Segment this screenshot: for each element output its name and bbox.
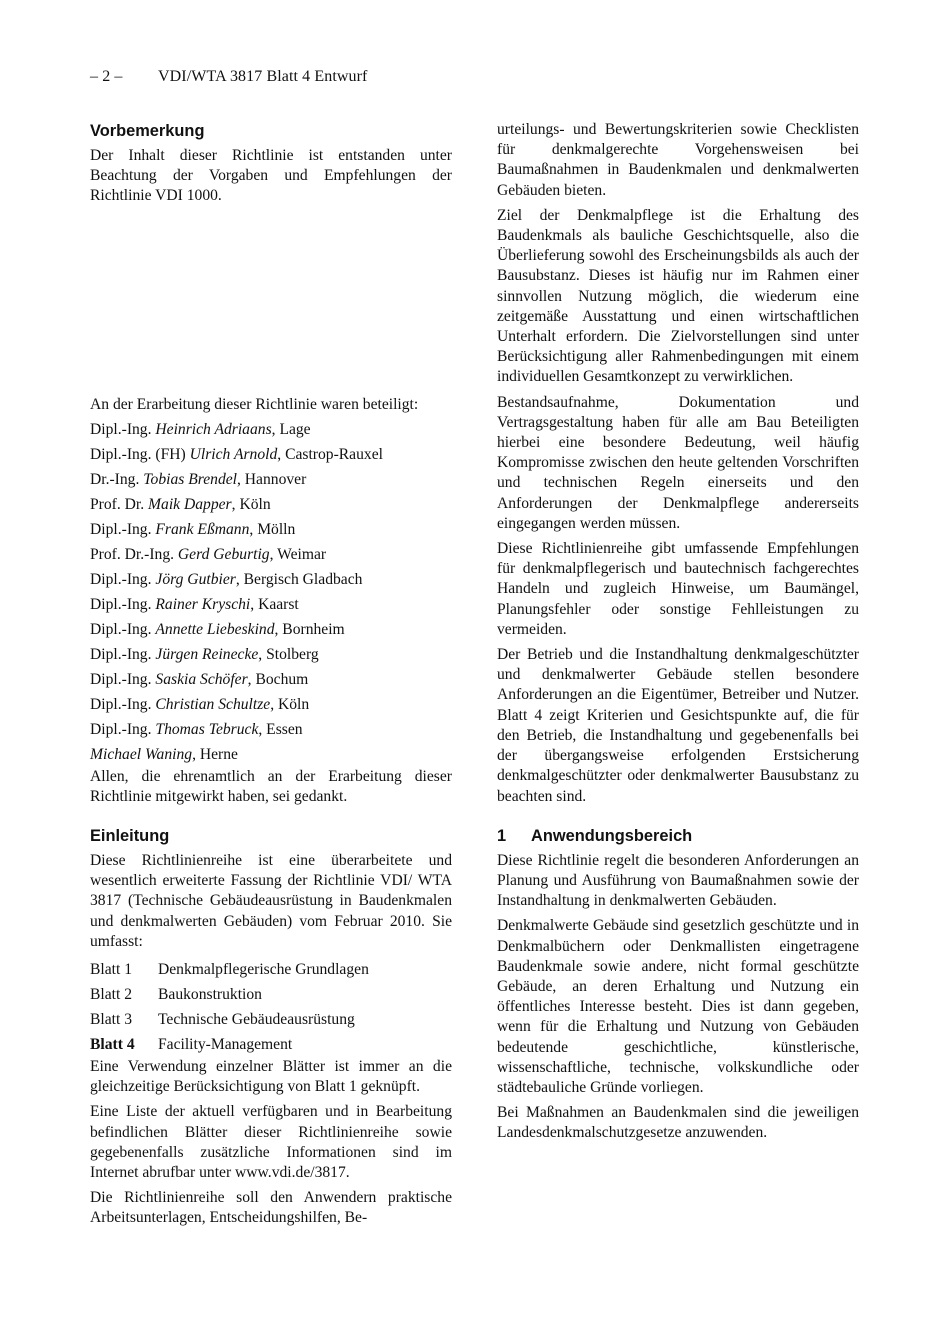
einleitung-intro: Diese Richtlinienreihe ist eine überarbeitete und wesentlich erweiterte Fassung der Richtlinie VDI/ WTA 3817 (Technische Gebäudeausrüstung in Baudenkmalen und denkmalwerten Gebäuden) vom Februar 2010. Sie umfasst: (90, 852, 452, 950)
running-header (90, 68, 368, 86)
contributor: Dipl.-Ing. Jörg Gutbier, Bergisch Gladbach (90, 570, 363, 588)
contributor-list (90, 417, 452, 767)
heading-anwendungsbereich: 1 Anwendungsbereich (497, 826, 693, 845)
contributor: Dipl.-Ing. Christian Schultze, Köln (90, 695, 310, 713)
einleitung-paragraph: Bestandsaufnahme, Dokumentation und Vertragsgestaltung haben für alle am Bau Beteiligten hierbei eine besondere Bedeutung, weil häufig Kompromisse zwischen den heute geltenden Vorschriften und technischen Regeln einerseits und den Anforderungen der Denkmalpflege andererseits eingegangen werden müssen. (497, 393, 859, 532)
heading-vorbemerkung: Vorbemerkung (90, 122, 205, 140)
einleitung-paragraph: Eine Liste der aktuell verfügbaren und in Bearbeitung befindlichen Blätter dieser Richtlinienreihe sowie gegebenenfalls zusätzliche Informationen sind im Internet abrufbar unter www.vdi.de/3817. (90, 1103, 452, 1182)
section1-paragraph: Bei Maßnahmen an Baudenkmalen sind die jeweiligen Landesdenkmalschutzgesetze anzuwenden. (497, 1104, 859, 1142)
section1-paragraph: Diese Richtlinie regelt die besonderen Anforderungen an Planung und Ausführung von Baumaßnahmen sowie der Instandhaltung in denkmalwerten Gebäuden. (497, 851, 859, 910)
sheet-item: Blatt 1 Denkmalpflegerische Grundlagen (90, 961, 369, 979)
contributor: Dipl.-Ing. (FH) Ulrich Arnold, Castrop-Rauxel (90, 445, 383, 463)
contributor: Dipl.-Ing. Thomas Tebruck, Essen (90, 720, 303, 738)
einleitung-paragraph: Eine Verwendung einzelner Blätter ist immer an die gleichzeitige Berücksichtigung von Blatt 1 geknüpft. (90, 1058, 452, 1096)
contributor: Prof. Dr.-Ing. Gerd Geburtig, Weimar (90, 545, 327, 563)
sheet-item: Blatt 3 Technische Gebäudeausrüstung (90, 1011, 355, 1029)
contributor: Dipl.-Ing. Heinrich Adriaans, Lage (90, 420, 311, 438)
blank-space (90, 212, 452, 392)
contributor: Prof. Dr. Maik Dapper, Köln (90, 495, 271, 513)
contributor: Dipl.-Ing. Frank Eßmann, Mölln (90, 520, 296, 538)
contributor: Michael Waning, Herne (90, 745, 238, 763)
contributors-intro: An der Erarbeitung dieser Richtlinie waren beteiligt: (90, 395, 419, 413)
sheet-item-current: Blatt 4 Facility-Management (90, 1036, 293, 1054)
contributor: Dr.-Ing. Tobias Brendel, Hannover (90, 470, 307, 488)
einleitung-paragraph-continued: Die Richtlinienreihe soll den Anwendern praktische Arbeitsunterlagen, Entscheidungshilfen, Be- (90, 1189, 452, 1227)
contributor: Dipl.-Ing. Annette Liebeskind, Bornheim (90, 620, 345, 638)
sheet-item: Blatt 2 Baukonstruktion (90, 986, 262, 1004)
vorbemerkung-text: Der Inhalt dieser Richtlinie ist entstanden unter Beachtung der Vorgaben und Empfehlungen der Richtlinie VDI 1000. (90, 147, 452, 205)
contributor: Dipl.-Ing. Saskia Schöfer, Bochum (90, 670, 309, 688)
page-number: – 2 – (90, 68, 123, 85)
heading-einleitung: Einleitung (90, 827, 170, 846)
right-column (497, 120, 859, 1149)
einleitung-paragraph: Der Betrieb und die Instandhaltung denkmalgeschützter und denkmalwerter Gebäude stellen besondere Anforderungen an die Eigentümer, Betreiber und Nutzer. Blatt 4 zeigt Kriterien und Gesichtspunkte auf, die für den Betrieb, die Instandhaltung und gegebenenfalls bei der übergangsweise erfolgenden Erstsicherung denkmalgeschützter oder denkmalwerter Bausubstanz zu beachten sind. (497, 646, 859, 805)
einleitung-paragraph: Ziel der Denkmalpflege ist die Erhaltung des Baudenkmals als bauliche Geschichtsquelle, also die Überlieferung sowohl des Erscheinungsbilds als auch der Bausubstanz. Dieses ist häufig nur im Rahmen einer sinnvollen Nutzung möglich, die wiederum eine zeitgemäße Ausstattung und einen wirtschaftlichen Unterhalt erfordern. Die Zielvorstellungen sind unter Berücksichtigung aller Rahmenbedingungen mit einem individuellen Gesamtkonzept zu verwirklichen. (497, 206, 859, 386)
thanks-text: Allen, die ehrenamtlich an der Erarbeitung dieser Richtlinie mitgewirkt haben, sei gedankt. (90, 767, 452, 805)
contributor: Dipl.-Ing. Jürgen Reinecke, Stolberg (90, 645, 319, 663)
left-column (90, 120, 452, 1234)
document-title: VDI/WTA 3817 Blatt 4 Entwurf (158, 68, 368, 85)
section1-paragraph: Denkmalwerte Gebäude sind gesetzlich geschützte und in Denkmalbüchern oder Denkmallisten eingetragene Baudenkmale sowie andere, nicht formal geschützte Gebäude, an deren Erhaltung und Nutzung ein öffentliches Interesse besteht. Dies ist dann gegeben, wenn für die Erhaltung und Nutzung von Gebäuden bedeutende geschichtliche, künstlerische, wissenschaftliche, technische, volkskundliche oder städtebauliche Gründe vorliegen. (497, 917, 859, 1096)
einleitung-paragraph: Diese Richtlinienreihe gibt umfassende Empfehlungen für denkmalpflegerisch und bautechnisch fachgerechtes Handeln und zugleich Hinweise, um Baumängel, Planungsfehler oder sonstige Fehlleistungen zu vermeiden. (497, 540, 859, 638)
contributor: Dipl.-Ing. Rainer Kryschi, Kaarst (90, 595, 299, 613)
einleitung-paragraph-continuation: urteilungs- und Bewertungskriterien sowie Checklisten für denkmalgerechte Vorgehensweisen bei Baumaßnahmen in Baudenkmalen und denkmalwerten Gebäuden bieten. (497, 121, 859, 199)
sheet-list (90, 957, 452, 1057)
